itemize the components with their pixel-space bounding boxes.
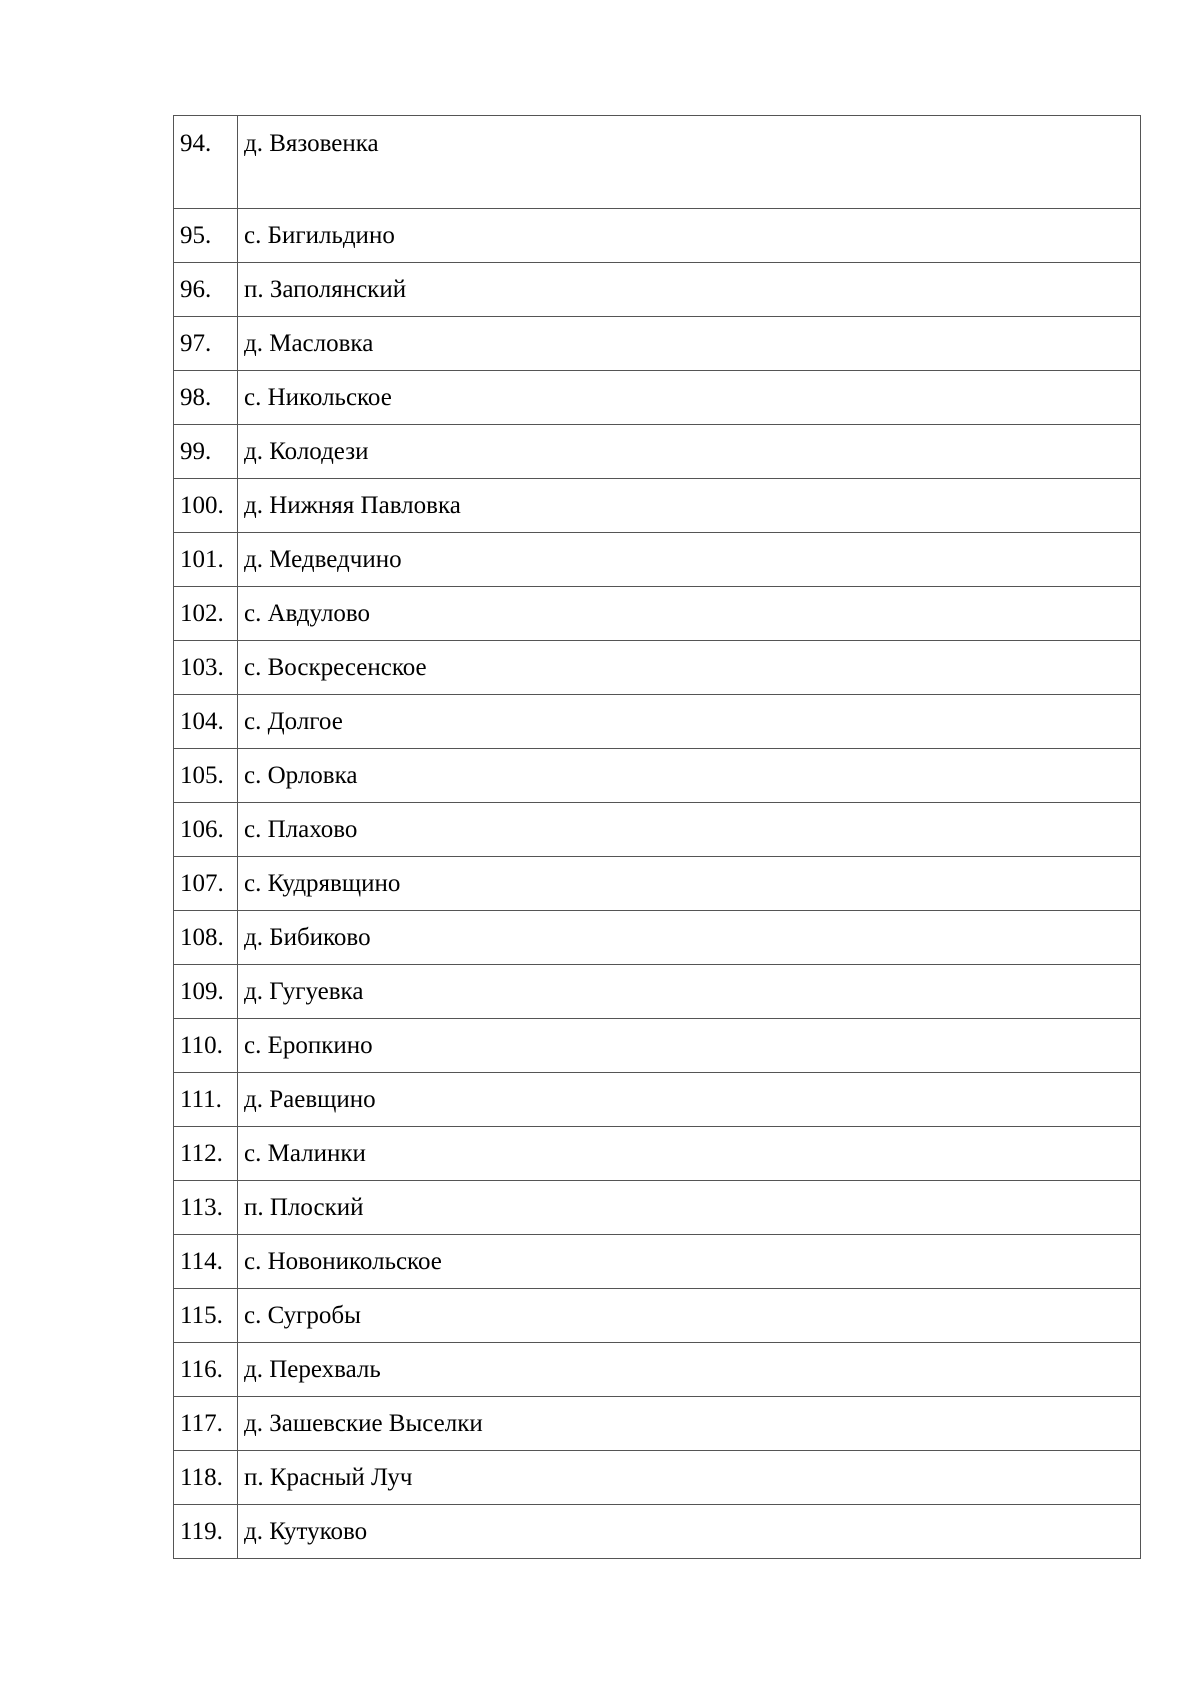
row-number: 104. <box>174 695 238 749</box>
table-row <box>174 803 1141 857</box>
table-row <box>174 1181 1141 1235</box>
settlement-name: п. Плоский <box>238 1181 1141 1235</box>
settlement-name: с. Авдулово <box>238 587 1141 641</box>
settlements-table-body <box>174 116 1141 1559</box>
settlement-name: д. Бибиково <box>238 911 1141 965</box>
settlement-name: с. Бигильдино <box>238 209 1141 263</box>
settlement-name: д. Гугуевка <box>238 965 1141 1019</box>
table-row <box>174 479 1141 533</box>
settlement-name: с. Плахово <box>238 803 1141 857</box>
table-row <box>174 317 1141 371</box>
row-number: 110. <box>174 1019 238 1073</box>
table-row <box>174 263 1141 317</box>
table-row <box>174 857 1141 911</box>
table-row <box>174 965 1141 1019</box>
settlement-name: с. Воскресенское <box>238 641 1141 695</box>
table-row <box>174 1235 1141 1289</box>
settlements-table <box>173 115 1141 1559</box>
settlement-name: д. Колодези <box>238 425 1141 479</box>
table-row <box>174 1397 1141 1451</box>
row-number: 105. <box>174 749 238 803</box>
table-row <box>174 1343 1141 1397</box>
settlement-name: с. Еропкино <box>238 1019 1141 1073</box>
row-number: 109. <box>174 965 238 1019</box>
table-row <box>174 749 1141 803</box>
row-number: 101. <box>174 533 238 587</box>
row-number: 117. <box>174 1397 238 1451</box>
table-row <box>174 1505 1141 1559</box>
table-row <box>174 425 1141 479</box>
row-number: 116. <box>174 1343 238 1397</box>
table-row <box>174 1019 1141 1073</box>
row-number: 115. <box>174 1289 238 1343</box>
table-row <box>174 371 1141 425</box>
settlement-name: с. Долгое <box>238 695 1141 749</box>
settlement-name: с. Новоникольское <box>238 1235 1141 1289</box>
table-row <box>174 1073 1141 1127</box>
row-number: 100. <box>174 479 238 533</box>
settlement-name: д. Медведчино <box>238 533 1141 587</box>
row-number: 95. <box>174 209 238 263</box>
table-row <box>174 695 1141 749</box>
row-number: 97. <box>174 317 238 371</box>
settlement-name: с. Никольское <box>238 371 1141 425</box>
settlement-name: д. Раевщино <box>238 1073 1141 1127</box>
row-number: 103. <box>174 641 238 695</box>
table-row <box>174 533 1141 587</box>
row-number: 102. <box>174 587 238 641</box>
settlement-name: д. Нижняя Павловка <box>238 479 1141 533</box>
settlement-name: с. Сугробы <box>238 1289 1141 1343</box>
row-number: 108. <box>174 911 238 965</box>
row-number: 96. <box>174 263 238 317</box>
settlement-name: п. Заполянский <box>238 263 1141 317</box>
row-number: 118. <box>174 1451 238 1505</box>
row-number: 113. <box>174 1181 238 1235</box>
table-row <box>174 587 1141 641</box>
row-number: 119. <box>174 1505 238 1559</box>
table-row <box>174 1127 1141 1181</box>
settlement-name: с. Кудрявщино <box>238 857 1141 911</box>
settlement-name: п. Красный Луч <box>238 1451 1141 1505</box>
row-number: 99. <box>174 425 238 479</box>
settlement-name: д. Масловка <box>238 317 1141 371</box>
row-number: 94. <box>174 116 238 209</box>
row-number: 111. <box>174 1073 238 1127</box>
settlement-name: с. Орловка <box>238 749 1141 803</box>
table-row <box>174 209 1141 263</box>
settlement-name: д. Вязовенка <box>238 116 1141 209</box>
row-number: 98. <box>174 371 238 425</box>
row-number: 106. <box>174 803 238 857</box>
settlement-name: д. Кутуково <box>238 1505 1141 1559</box>
row-number: 112. <box>174 1127 238 1181</box>
settlement-name: д. Перехваль <box>238 1343 1141 1397</box>
row-number: 107. <box>174 857 238 911</box>
table-row <box>174 1289 1141 1343</box>
table-row <box>174 641 1141 695</box>
settlement-name: с. Малинки <box>238 1127 1141 1181</box>
table-row <box>174 116 1141 209</box>
settlement-name: д. Зашевские Выселки <box>238 1397 1141 1451</box>
table-row <box>174 911 1141 965</box>
table-row <box>174 1451 1141 1505</box>
row-number: 114. <box>174 1235 238 1289</box>
